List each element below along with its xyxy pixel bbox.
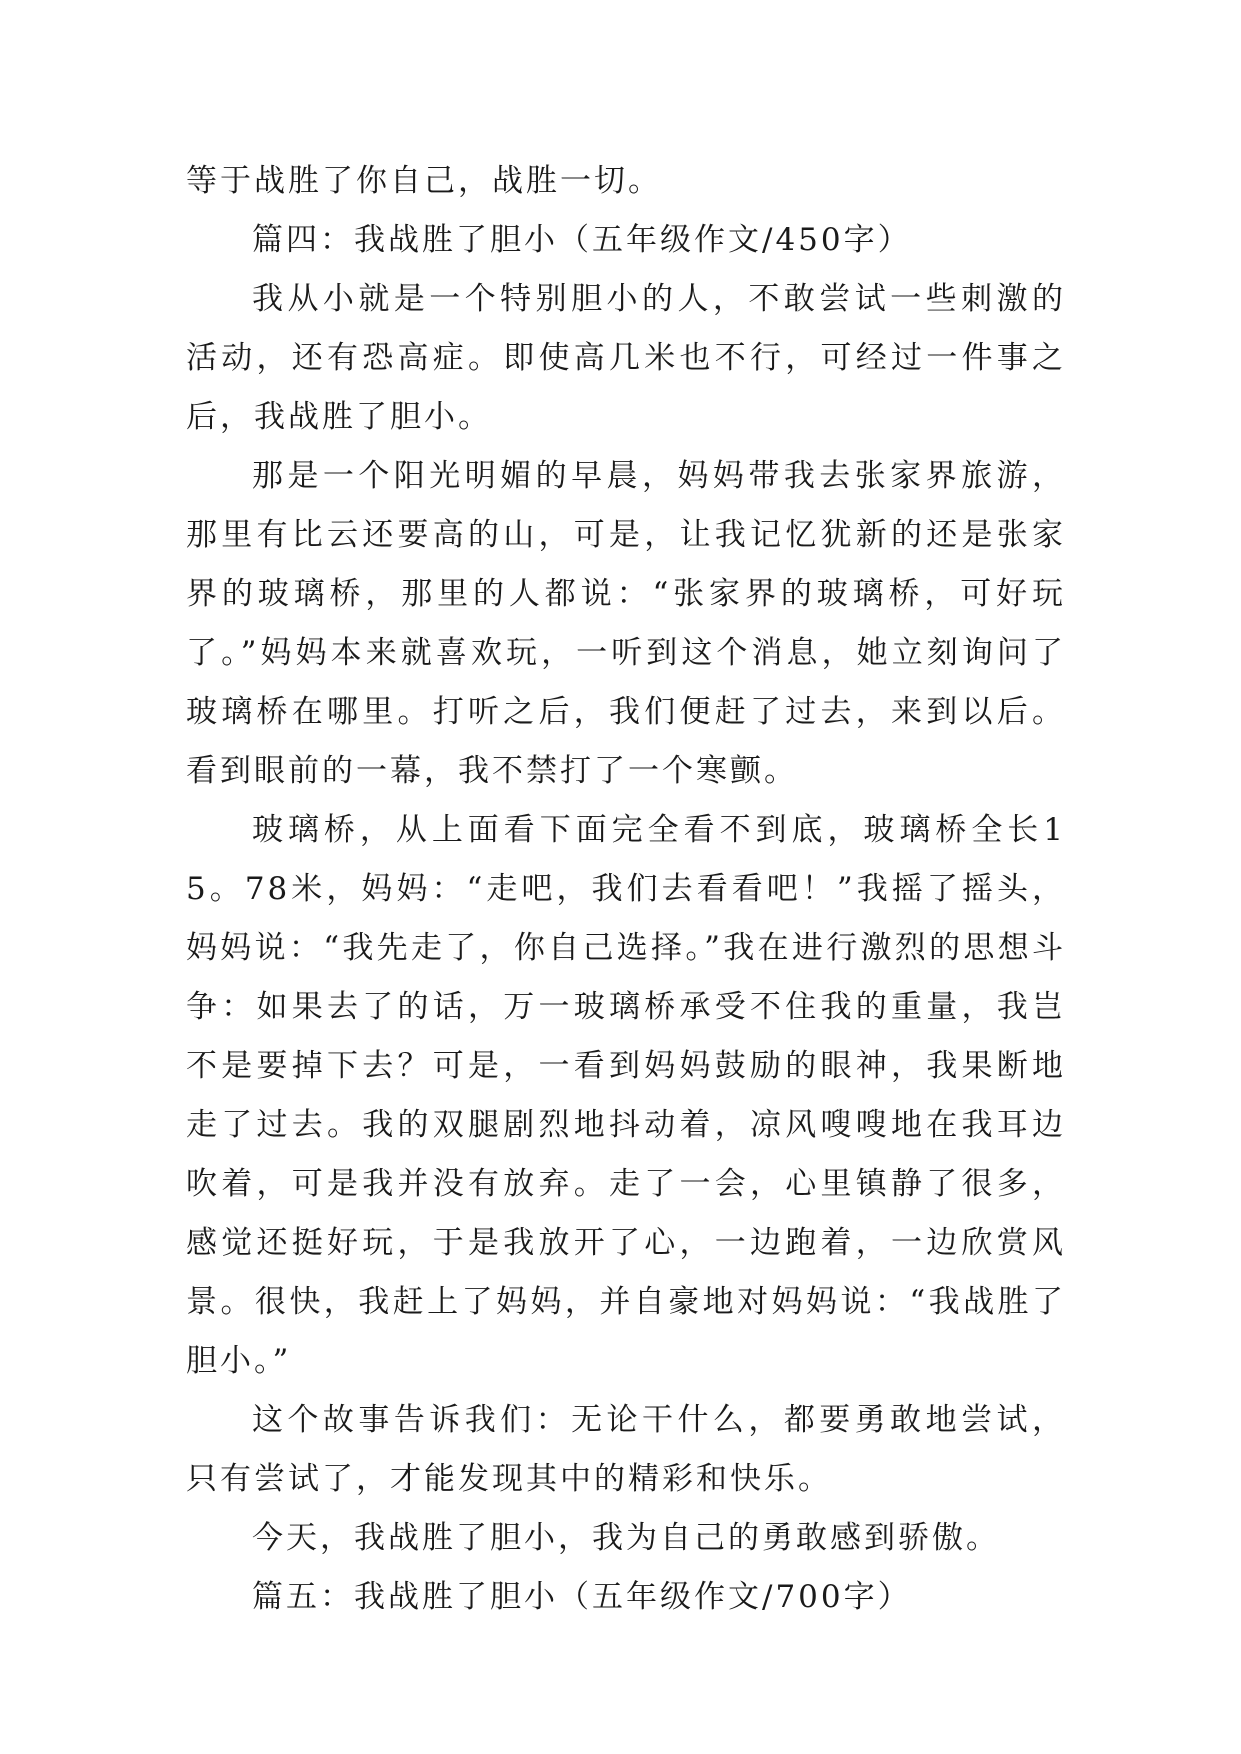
paragraph: 玻璃桥，从上面看下面完全看不到底，玻璃桥全长15。78米，妈妈：“走吧，我们去看看吧！”我摇了摇头，妈妈说：“我先走了，你自己选择。”我在进行激烈的思想斗争：如果去了的话，万一玻璃桥承受不住我的重量，我岂不是要掉下去？可是，一看到妈妈鼓励的眼神，我果断地走了过去。我的双腿剧烈地抖动着，凉风嗖嗖地在我耳边吹着，可是我并没有放弃。走了一会，心里镇静了很多，感觉还挺好玩，于是我放开了心，一边跑着，一边欣赏风景。很快，我赶上了妈妈，并自豪地对妈妈说：“我战胜了胆小。”: [186, 812, 1066, 1379]
document-body: [186, 152, 1066, 1627]
section-heading-five: 篇五：我战胜了胆小（五年级作文/700字）: [252, 1579, 912, 1615]
paragraph: 我从小就是一个特别胆小的人，不敢尝试一些刺激的活动，还有恐高症。即使高几米也不行，可经过一件事之后，我战胜了胆小。: [186, 281, 1066, 435]
section-heading-four: 篇四：我战胜了胆小（五年级作文/450字）: [252, 222, 912, 258]
paragraph: 这个故事告诉我们：无论干什么，都要勇敢地尝试，只有尝试了，才能发现其中的精彩和快乐。: [186, 1402, 1066, 1497]
paragraph: 那是一个阳光明媚的早晨，妈妈带我去张家界旅游，那里有比云还要高的山，可是，让我记忆犹新的还是张家界的玻璃桥，那里的人都说：“张家界的玻璃桥，可好玩了。”妈妈本来就喜欢玩，一听到这个消息，她立刻询问了玻璃桥在哪里。打听之后，我们便赶了过去，来到以后。看到眼前的一幕，我不禁打了一个寒颤。: [186, 458, 1066, 789]
paragraph: 今天，我战胜了胆小，我为自己的勇敢感到骄傲。: [252, 1520, 1000, 1556]
paragraph-continuation: 等于战胜了你自己，战胜一切。: [186, 163, 662, 199]
